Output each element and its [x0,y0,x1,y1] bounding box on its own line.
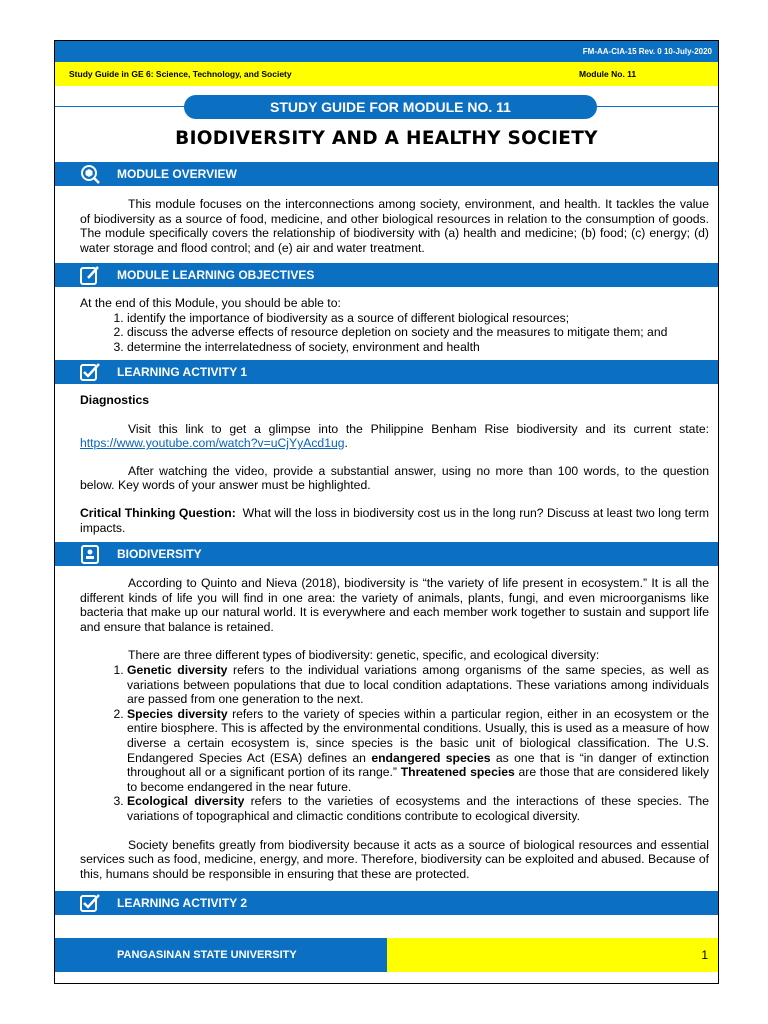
diagnostics-heading: Diagnostics [80,393,150,407]
list-item: 2. discuss the adverse effects of resource depletion on society and the measures to mitigate them; and [127,325,709,340]
biodiversity-block [80,576,709,881]
course-title: Study Guide in GE 6: Science, Technology, and Society [69,69,292,79]
form-code-bar [55,41,718,62]
overview-text: This module focuses on the interconnections among society, environment, and health. It tackles the value of biodiversity as a source of food, medicine, and other biological resources in relation to the consumption of goods. The module specifically covers the relationship of biodiversity with (a) health and medicine; (b) food; (c) energy; (d) water storage and flood control; and (e) air and water treatment. [80,197,709,255]
term-genetic: Genetic diversity [127,662,228,677]
definition-text: refers to the variety of species within a particular region, either in an ecosystem or the entire biosphere. This is affected by the environmental conditions. Usually, this is used as a measure of how diverse a certain ecosystem is, since species is the basic unit of biological classification. The U.S. Endangered Species Act (ESA) defines an [127,706,710,765]
definition-text: refers to the varieties of ecosystems and the interactions of these species. The variations of topographical and climactic conditions contribute to ecological diversity. [127,794,709,823]
video-link[interactable]: https://www.youtube.com/watch?v=uCjYyAcd1ug [80,436,345,451]
course-bar [55,62,718,86]
objectives-block [80,296,709,354]
term-endangered: endangered species [371,750,491,765]
document-person-icon [79,543,101,565]
list-item [127,794,709,823]
question-label: Critical Thinking Question: [80,505,236,520]
critical-question [80,506,709,535]
section-title: LEARNING ACTIVITY 2 [117,896,248,910]
section-title: MODULE OVERVIEW [117,167,237,181]
definition-text: as one that is “in danger of extinction throughout all or a significant portion of its range.” [127,750,710,780]
section-header-activity1 [55,360,718,384]
activity1-paragraph [80,422,709,451]
list-item [127,707,709,795]
magnifier-icon [79,163,101,185]
footer-page [387,938,718,972]
activity1-intro: Visit this link to get a glimpse into the Philippine Benham Rise biodiversity and its current state: [128,421,709,436]
term-species: Species diversity [127,706,228,721]
activity1-instructions: After watching the video, provide a substantial answer, using no more than 100 words, to the question below. Key words of your answer must be highlighted. [80,463,709,493]
page-number: 1 [701,948,708,962]
list-item: 1. identify the importance of biodiversity as a source of different biological resources; [127,311,709,326]
module-number: Module No. 11 [579,69,637,79]
footer-university [55,938,387,972]
list-item: 3. determine the interrelatedness of society, environment and health [127,340,709,355]
pencil-edit-icon [79,264,101,286]
section-title: LEARNING ACTIVITY 1 [117,365,248,379]
section-header-activity2 [55,891,718,915]
study-guide-banner: STUDY GUIDE FOR MODULE NO. 11 [184,95,597,119]
activity1-block [80,393,709,535]
biodiversity-types-list [80,663,709,824]
biodiversity-conclusion: Society benefits greatly from biodiversity because it acts as a source of biological resources and essential services such as food, medicine, energy, and more. Therefore, biodiversity can be exploited and abused. Because of this, humans should be responsible in ensuring that these are protected. [80,837,709,881]
term-ecological: Ecological diversity [127,794,245,809]
section-header-overview [55,162,718,186]
section-title: BIODIVERSITY [117,547,202,561]
form-code: FM-AA-CIA-15 Rev. 0 10-July-2020 [582,47,712,56]
definition-text: are those that are considered likely to become endangered in the near future. [127,765,709,794]
period: . [344,436,348,451]
section-header-biodiversity [55,542,718,566]
objectives-list [80,311,709,355]
definition-text: refers to the individual variations among organisms of the same species, as well as variations between populations that due to local condition adaptations. These variations among individuals are passed from one generation to the next. [127,662,709,707]
question-text: What will the loss in biodiversity cost us in the long run? Discuss at least two long term impacts. [80,505,709,535]
list-item [127,663,709,707]
university-name: PANGASINAN STATE UNIVERSITY [117,949,297,961]
section-title: MODULE LEARNING OBJECTIVES [117,268,315,282]
term-threatened: Threatened species [400,765,515,780]
section-header-objectives [55,263,718,287]
checkbox-icon [79,892,101,914]
checkbox-icon [79,361,101,383]
biodiversity-definition: According to Quinto and Nieva (2018), biodiversity is “the variety of life present in ecosystem.” It is all the different kinds of life you will find in one area: the variety of animals, plants, fungi, and even microorganisms like bacteria that make up our natural world. It is everywhere and each member work together to sustain and support life and ensure that balance is retained. [80,576,709,634]
objectives-intro: At the end of this Module, you should be able to: [80,296,341,310]
biodiversity-types-intro: There are three different types of biodiversity: genetic, specific, and ecological diversity: [128,648,600,663]
page-title: BIODIVERSITY AND A HEALTHY SOCIETY [175,128,598,149]
